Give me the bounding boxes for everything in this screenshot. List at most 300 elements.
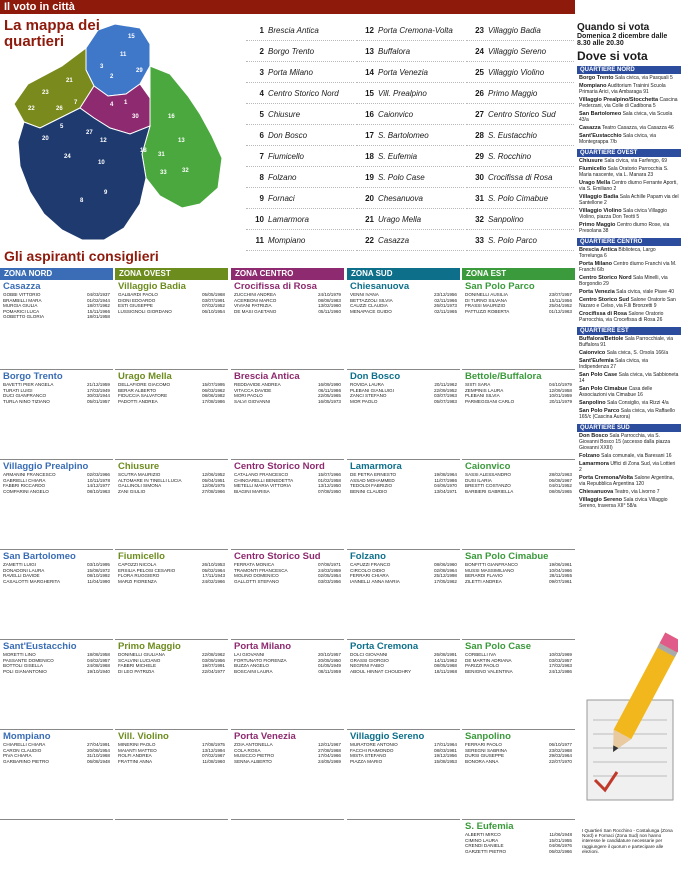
polling-address: Salone Oratorio San Nazaro e Celso, via F.lli Bronzetti 9 — [579, 297, 676, 309]
candidate-row — [347, 309, 460, 315]
candidate-birthdate: 08/05/1965 — [549, 488, 572, 494]
candidate-name: MINERINI PAOLO — [118, 742, 156, 747]
candidate-birthdate: 03/07/1991 — [202, 297, 225, 303]
candidate-birthdate: 28/02/1963 — [549, 472, 572, 477]
quartiere-name: Porta Cremona — [350, 641, 419, 652]
zone-column — [347, 268, 461, 874]
polling-address: Sala comunale, via Baresani 16 — [601, 453, 672, 459]
candidate-birthdate: 03/03/1957 — [549, 657, 572, 663]
candidate-row — [0, 399, 113, 405]
candidate-name: DE MASI GAETANO — [234, 308, 277, 314]
candidate-birthdate: 22/09/1952 — [434, 387, 457, 393]
candidate-name: ARMANINI FRANCESCO — [3, 472, 56, 477]
map-label: 8 — [80, 198, 84, 204]
candidate-name: BRESTTI COSTANZO — [465, 483, 511, 489]
map-label: 2 — [110, 74, 114, 80]
quartiere-name: Brescia Antica — [234, 371, 300, 382]
polling-address: Sala Oratorio Parrocchia S. Maria nascente, via L. Manara 23 — [579, 166, 669, 178]
polling-quartiere: San Polo Cimabue — [579, 386, 628, 392]
polling-place — [577, 357, 681, 371]
candidate-name: ALBERTI MIRCO — [465, 832, 501, 837]
candidate-name: DELLAFIORE GIACOMO — [118, 382, 171, 387]
candidate-row — [0, 669, 113, 675]
quartiere-block — [231, 370, 344, 460]
candidate-name: FERRARI CHIARA — [350, 573, 389, 579]
candidate-name: BERARDI FLAVIO — [465, 573, 503, 579]
candidate-birthdate: 31/10/1968 — [87, 753, 110, 759]
polling-quartiere: Don Bosco — [579, 433, 609, 439]
list-item: 3 Porta Milano — [246, 62, 354, 83]
quartiere-name: Lamarmora — [350, 461, 402, 472]
candidate-name: CIRCOLO DIDIO — [350, 567, 385, 573]
candidate-birthdate: 11/07/1986 — [434, 477, 457, 483]
candidate-name: SENNA ALBERTO — [234, 758, 272, 764]
candidate-birthdate: 17/05/1962 — [434, 578, 457, 584]
list-item: 24 Villaggio Sereno — [466, 41, 574, 62]
polling-place — [577, 82, 681, 96]
polling-place — [577, 288, 681, 296]
quartiere-block — [0, 280, 113, 370]
candidate-name: ROLFI ANDREA — [118, 753, 152, 759]
quartiere-name: Folzano — [350, 551, 386, 562]
candidate-birthdate: 17/01/1964 — [434, 742, 457, 747]
list-item: 14 Porta Venezia — [356, 62, 464, 83]
candidate-row — [115, 489, 228, 495]
quartiere-name: Villaggio Badia — [118, 281, 186, 292]
candidate-birthdate: 16/09/1990 — [318, 382, 341, 387]
candidate-name: DI TURNO SILVANA — [465, 297, 508, 303]
candidate-birthdate: 08/06/1982 — [202, 393, 225, 399]
polling-address: Sala civica, via Scuola 43/a — [579, 111, 673, 123]
candidate-name: GARBARINO PIETRO — [3, 758, 49, 764]
polling-address: Biblioteca, Largo Torrelunga 6 — [579, 247, 656, 259]
candidate-birthdate: 17/11/1943 — [202, 573, 225, 579]
map-label: 21 — [66, 78, 73, 84]
quartiere-block — [115, 730, 228, 820]
candidate-birthdate: 23/07/1957 — [549, 292, 572, 297]
list-item: 25 Villaggio Violino — [466, 62, 574, 83]
candidate-birthdate: 27/08/1966 — [202, 488, 225, 494]
candidate-name: FERRATA MONICA — [234, 562, 275, 567]
candidate-name: SALVI GIOVANNI — [234, 398, 271, 404]
quartiere-block — [462, 280, 575, 370]
list-item: 18 S. Eufemia — [356, 146, 464, 167]
candidate-name: CAPOZZI NICOLA — [118, 562, 157, 567]
candidate-name: PADOTTI ANDREA — [118, 398, 158, 404]
polling-place — [577, 124, 681, 132]
candidate-name: POMARICI LUCA — [3, 308, 40, 314]
polling-place — [577, 193, 681, 207]
list-item: 11 Mompiano — [246, 230, 354, 251]
quartiere-name: Urago Mella — [118, 371, 172, 382]
polling-section-header: QUARTIERE EST — [577, 327, 681, 335]
map-label: 4 — [110, 102, 114, 108]
quartiere-block — [462, 550, 575, 640]
list-item: 10 Lamarmora — [246, 209, 354, 230]
candidate-name: PARIZZI PAOLO — [465, 663, 500, 669]
zone-header: ZONA NORD — [0, 268, 113, 280]
candidate-birthdate: 06/03/1962 — [202, 387, 225, 393]
candidate-birthdate: 20/11/1979 — [549, 398, 572, 404]
list-item: 5 Chiusure — [246, 104, 354, 125]
candidate-name: MENAPACE GUIDO — [350, 308, 392, 314]
candidate-name: METELLI MARIA VITTORIA — [234, 483, 292, 489]
candidate-name: LUSSIGNOLI GIORDANO — [118, 308, 172, 314]
polling-quartiere: Mompiano — [579, 83, 607, 89]
candidate-birthdate: 13/12/1950 — [318, 483, 341, 489]
candidate-name: VITACCA DAVIDE — [234, 387, 272, 393]
polling-quartiere: Villaggio Violino — [579, 208, 622, 214]
candidate-name: GABRIELLI CHIARA — [3, 477, 46, 483]
quartiere-block — [0, 370, 113, 460]
candidate-name: ALTOMARE IN TINELLI LUCIA — [118, 477, 182, 483]
map-label: 9 — [104, 190, 108, 196]
zone-header: ZONA EST — [462, 268, 575, 280]
list-item: 28 S. Eustacchio — [466, 125, 574, 146]
polling-place — [577, 274, 681, 288]
polling-quartiere: Casazza — [579, 125, 601, 131]
candidate-birthdate: 15/08/1972 — [87, 567, 110, 573]
candidate-birthdate: 12/09/1958 — [549, 387, 572, 393]
quartiere-block — [462, 370, 575, 460]
quartiere-name: Borgo Trento — [3, 371, 63, 382]
candidate-name: DOLCI GIOVANNI — [350, 652, 388, 657]
polling-quartiere: Chiusure — [579, 158, 603, 164]
candidate-row — [115, 759, 228, 765]
candidate-name: BONORA ANNA — [465, 758, 499, 764]
polling-quartiere: Caionvico — [579, 350, 606, 356]
candidate-name: VENNI IVANA — [350, 292, 379, 297]
candidate-name: PIVA CHIARA — [3, 753, 32, 759]
candidate-birthdate: 18/01/1958 — [87, 314, 110, 320]
candidate-name: PIAZZA MARIO — [350, 758, 383, 764]
candidate-name: MUSSI MASSIMILIANO — [465, 567, 515, 573]
polling-quartiere: Porta Cremona/Volta — [579, 475, 633, 481]
candidate-name: ZUCCHINI ANDREA — [234, 292, 277, 297]
candidate-birthdate: 02/11/1966 — [434, 297, 457, 303]
candidate-birthdate: 06/08/1967 — [549, 477, 572, 483]
list-item: 26 Primo Maggio — [466, 83, 574, 104]
candidate-birthdate: 11/06/1948 — [549, 832, 572, 837]
list-item: 23 Villaggio Badia — [466, 20, 574, 41]
polling-address: Teatro Casazza, via Casazza 46 — [602, 125, 674, 131]
candidate-birthdate: 20/05/1950 — [318, 657, 341, 663]
candidate-name: ASSAD MOHAMMED — [350, 477, 395, 483]
polling-address: Sala Consiglio, via Rizzi 4/a — [606, 400, 669, 406]
polling-place — [577, 165, 681, 179]
map-label: 22 — [28, 106, 35, 112]
district-map — [0, 18, 235, 250]
candidate-birthdate: 15/11/1966 — [87, 308, 110, 314]
polling-place — [577, 371, 681, 385]
zone-column — [231, 268, 345, 874]
quartiere-name: Caionvico — [465, 461, 511, 472]
polling-quartiere: Sant'Eustacchio — [579, 133, 622, 139]
map-label: 27 — [86, 130, 93, 136]
candidate-row — [0, 759, 113, 765]
quartiere-block — [462, 820, 575, 874]
polling-place — [577, 349, 681, 357]
quartieri-list-col-3 — [466, 20, 574, 251]
list-item: 16 Caionvico — [356, 104, 464, 125]
candidate-birthdate: 03/07/1963 — [434, 393, 457, 399]
candidate-birthdate: 15/01/1955 — [549, 837, 572, 843]
candidate-birthdate: 02/11/1965 — [434, 308, 457, 314]
quartiere-block — [231, 550, 344, 640]
polling-section-header: QUARTIERE NORD — [577, 66, 681, 74]
polling-quartiere: Buffalora/Bettole — [579, 336, 624, 342]
candidate-name: CHIARELLI CHIARA — [3, 742, 46, 747]
polling-quartiere: San Bartolomeo — [579, 111, 622, 117]
candidate-birthdate: 17/04/1966 — [318, 753, 341, 759]
polling-address: Centro diurno Franchi via M. Franchi 6/b — [579, 261, 677, 273]
polling-quartiere: Villaggio Badia — [579, 194, 619, 200]
candidate-birthdate: 21/12/1959 — [87, 382, 110, 387]
quartiere-block — [115, 460, 228, 550]
candidate-birthdate: 04/06/1970 — [434, 483, 457, 489]
polling-place — [577, 310, 681, 324]
candidate-birthdate: 10/03/1969 — [549, 652, 572, 657]
when-title: Quando si vota — [577, 22, 650, 33]
map-label: 20 — [42, 136, 49, 142]
zone-header: ZONA OVEST — [115, 268, 228, 280]
zone-column — [115, 268, 229, 874]
polling-place — [577, 110, 681, 124]
polling-address: Sala civica, via Pasquali 5 — [614, 75, 673, 81]
candidate-name: SCUTRA MAURIZIO — [118, 472, 161, 477]
candidate-row — [231, 399, 344, 405]
list-item: 13 Buffalora — [356, 41, 464, 62]
candidate-name: CIMINO LAURA — [465, 837, 499, 843]
candidate-name: FABBRI MICHELE — [118, 663, 157, 669]
candidate-name: TURATI LUIGI — [3, 387, 33, 393]
candidate-birthdate: 07/08/1971 — [318, 562, 341, 567]
polling-place — [577, 221, 681, 235]
quartiere-block — [462, 640, 575, 730]
candidate-birthdate: 05/04/1951 — [202, 477, 225, 483]
polling-section-header: QUARTIERE CENTRO — [577, 238, 681, 246]
candidate-name: DUSI ILARIA — [465, 477, 492, 483]
quartiere-name: San Polo Cimabue — [465, 551, 549, 562]
polling-address: Sala Parrocchia, via S. Giovanni Bosco 15 (accesso dalla piazza Giovanni XXIII) — [579, 433, 671, 451]
polling-quartiere: Centro Storico Sud — [579, 297, 630, 303]
candidate-name: VIVIANI PATRIZIA — [234, 303, 272, 309]
candidate-birthdate: 25/04/1952 — [549, 303, 572, 309]
candidate-name: GALLOTTI STEFANO — [234, 578, 279, 584]
zone-column — [0, 268, 114, 874]
candidate-row — [347, 759, 460, 765]
candidate-name: BIAGINI MARISA — [234, 488, 270, 494]
polling-quartiere: Brescia Antica — [579, 247, 618, 253]
polling-quartiere: Sanpolino — [579, 400, 606, 406]
candidate-birthdate: 01/05/1949 — [318, 663, 341, 669]
map-label: 30 — [132, 114, 139, 120]
candidate-name: ACERBONI MARCO — [234, 297, 277, 303]
polling-address: Teatro, via Livorno 7 — [614, 489, 660, 495]
candidate-birthdate: 26/10/1953 — [202, 562, 225, 567]
candidate-birthdate: 12/06/1975 — [202, 483, 225, 489]
quartiere-name: San Polo Parco — [465, 281, 535, 292]
list-item: 19 S. Polo Case — [356, 167, 464, 188]
polling-place — [577, 96, 681, 110]
candidate-birthdate: 29/03/1964 — [549, 753, 572, 759]
candidate-birthdate: 10/11/1978 — [87, 477, 110, 483]
list-item: 27 Centro Storico Sud — [466, 104, 574, 125]
polling-address: Sala civica, S. Orsola 166/a — [606, 350, 669, 356]
candidate-name: DONINELLI AUSILIA — [465, 292, 508, 297]
list-item: 22 Casazza — [356, 230, 464, 251]
candidate-birthdate: 08/10/1963 — [87, 488, 110, 494]
polling-place — [577, 132, 681, 146]
candidate-name: DIONI EDOARDO — [118, 297, 156, 303]
candidate-name: COMPARINI ANGELO — [3, 488, 49, 494]
map-label: 26 — [56, 106, 63, 112]
quartiere-name: Sanpolino — [465, 731, 511, 742]
candidate-name: TRAMONTI FRANCESCA — [234, 567, 288, 573]
candidate-birthdate: 12/01/1967 — [318, 742, 341, 747]
candidate-birthdate: 07/02/1952 — [202, 303, 225, 309]
candidate-birthdate: 11/04/1990 — [87, 578, 110, 584]
polling-quartiere: Primo Maggio — [579, 222, 616, 228]
candidate-name: ESTI GIUSEPPE — [118, 303, 153, 309]
candidate-name: CORBELLI IVA — [465, 652, 497, 657]
candidate-birthdate: 14/11/1962 — [434, 657, 457, 663]
quartiere-block — [231, 730, 344, 820]
candidate-birthdate: 04/03/1937 — [87, 292, 110, 297]
candidate-birthdate: 01/02/1944 — [87, 297, 110, 303]
map-region-east — [142, 66, 222, 208]
candidate-birthdate: 02/05/1954 — [318, 573, 341, 579]
candidate-birthdate: 03/10/1995 — [87, 562, 110, 567]
candidate-name: MISTA STEFANO — [350, 753, 387, 759]
map-label: 29 — [136, 68, 143, 74]
candidate-name: BERAR ALBERTO — [118, 387, 157, 393]
candidate-birthdate: 15/08/1953 — [434, 758, 457, 764]
polling-address: Sala civica, via Indipendenza 27 — [579, 358, 649, 370]
map-label: 16 — [168, 114, 175, 120]
candidate-name: PLEBANI GIANLUIGI — [350, 387, 394, 393]
candidate-name: CRENDI DANIELE — [465, 843, 504, 849]
polling-quartiere: Porta Milano — [579, 261, 613, 267]
polling-address: Sala civica, via Raffaello 165/c (Cascina Aurora) — [579, 408, 675, 420]
candidate-name: MURATORE ANTONIO — [350, 742, 398, 747]
quartiere-block — [0, 550, 113, 640]
quartiere-name: Crocifissa di Rosa — [234, 281, 317, 292]
candidate-birthdate: 09/07/1961 — [549, 578, 572, 584]
quartiere-name: Bettole/Buffalora — [465, 371, 542, 382]
quartiere-block — [115, 370, 228, 460]
polling-address: Sala Achille Papam via del Santellone 2 — [579, 194, 679, 206]
candidate-name: ROVIDA LAURA — [350, 382, 384, 387]
polling-quartiere: Sant'Eufemia — [579, 358, 614, 364]
candidate-row — [347, 399, 460, 405]
candidate-name: RAVELLI DAVIDE — [3, 573, 40, 579]
map-label: 11 — [120, 52, 127, 58]
polling-place — [577, 157, 681, 165]
candidate-name: FORTUNATO FIORENZA — [234, 657, 287, 663]
candidate-name: PARMEGGIANI CARLO — [465, 398, 515, 404]
polling-address: Sala Minelli, via Borgondio 29 — [579, 275, 668, 287]
candidate-name: MORI PAOLO — [234, 393, 263, 399]
list-item: 15 Vill. Prealpino — [356, 83, 464, 104]
candidate-name: PLEBANI SILVIA — [465, 393, 500, 399]
quartiere-block — [347, 730, 460, 820]
candidate-name: SASSI ALESSANDRO — [465, 472, 511, 477]
candidate-birthdate: 05/11/1960 — [318, 308, 341, 314]
quartiere-block — [231, 640, 344, 730]
candidate-row — [462, 759, 575, 765]
polling-quartiere: Urago Mella — [579, 180, 611, 186]
candidate-name: SISTI SARA — [465, 382, 491, 387]
candidate-name: BUZZA ANGELO — [234, 663, 269, 669]
polling-address: Auditorium Trainini Scuola Primaria Arici, via Ambaraga 91 — [579, 83, 666, 95]
map-label: 12 — [100, 138, 107, 144]
list-item: 7 Fiumicello — [246, 146, 354, 167]
candidate-birthdate: 04/02/1957 — [87, 657, 110, 663]
candidate-birthdate: 23/12/1956 — [434, 292, 457, 297]
candidate-name: FIDUCCIA SALVATORE — [118, 393, 168, 399]
candidate-name: BAVETTI PIER ANGELA — [3, 382, 54, 387]
candidate-name: PATTUZZI ROBERTA — [465, 308, 510, 314]
list-item: 32 Sanpolino — [466, 209, 574, 230]
quartiere-block — [0, 640, 113, 730]
candidate-birthdate: 06/08/1948 — [87, 758, 110, 764]
candidate-name: NEGRINI FABIO — [350, 663, 384, 669]
list-item: 9 Fornaci — [246, 188, 354, 209]
polling-address: Sala civica, via Sabbioneta 14 — [579, 372, 679, 384]
list-item: 12 Porta Cremona-Volta — [356, 20, 464, 41]
candidate-birthdate: 26/08/1991 — [434, 652, 457, 657]
quartiere-name: Chiesanuova — [350, 281, 410, 292]
candidate-row — [231, 579, 344, 585]
candidate-name: FRASSI MAURIZIO — [465, 303, 506, 309]
candidate-name: BOTTOLI GISELLA — [3, 663, 43, 669]
quartiere-name: Porta Venezia — [234, 731, 296, 742]
candidate-name: BENINI CLAUDIO — [350, 488, 388, 494]
candidate-birthdate: 08/11/1959 — [318, 668, 341, 674]
list-item: 8 Folzano — [246, 167, 354, 188]
candidate-name: TURLA NINO TIZIANO — [3, 398, 50, 404]
candidate-birthdate: 24/05/1969 — [318, 758, 341, 764]
polling-quartiere: San Polo Case — [579, 372, 618, 378]
list-item: 21 Urago Mella — [356, 209, 464, 230]
candidate-name: BRAMBILLI MARA — [3, 297, 42, 303]
candidate-row — [347, 579, 460, 585]
candidate-birthdate: 24/10/1979 — [318, 292, 341, 297]
list-item: 30 Crocifissa di Rosa — [466, 167, 574, 188]
candidate-name: SEREGNI SABRINA — [465, 747, 508, 753]
candidate-birthdate: 19/06/1961 — [549, 562, 572, 567]
candidate-row — [231, 309, 344, 315]
candidate-name: DE MARTIN ADRIANA — [465, 657, 512, 663]
candidate-name: FRATTINI ANNA — [118, 758, 153, 764]
list-item: 33 S. Polo Parco — [466, 230, 574, 251]
quartiere-name: S. Eufemia — [465, 821, 514, 832]
candidate-birthdate: 17/08/1986 — [202, 398, 225, 404]
quartiere-block — [115, 640, 228, 730]
candidate-birthdate: 08/05/1968 — [434, 663, 457, 669]
quartiere-name: Sant'Eustacchio — [3, 641, 77, 652]
candidate-name: FERRARI PAOLO — [465, 742, 502, 747]
candidate-birthdate: 07/02/1967 — [202, 753, 225, 759]
candidate-birthdate: 12/06/1952 — [202, 472, 225, 477]
candidate-row — [115, 669, 228, 675]
polling-address: Centro diurno Ferrante Aporti, via S. Emiliano 2 — [579, 180, 678, 192]
candidate-name: CASALOTTI MARGHERITA — [3, 578, 61, 584]
polling-place — [577, 488, 681, 496]
quartiere-name: Villaggio Sereno — [350, 731, 425, 742]
candidate-row — [462, 309, 575, 315]
